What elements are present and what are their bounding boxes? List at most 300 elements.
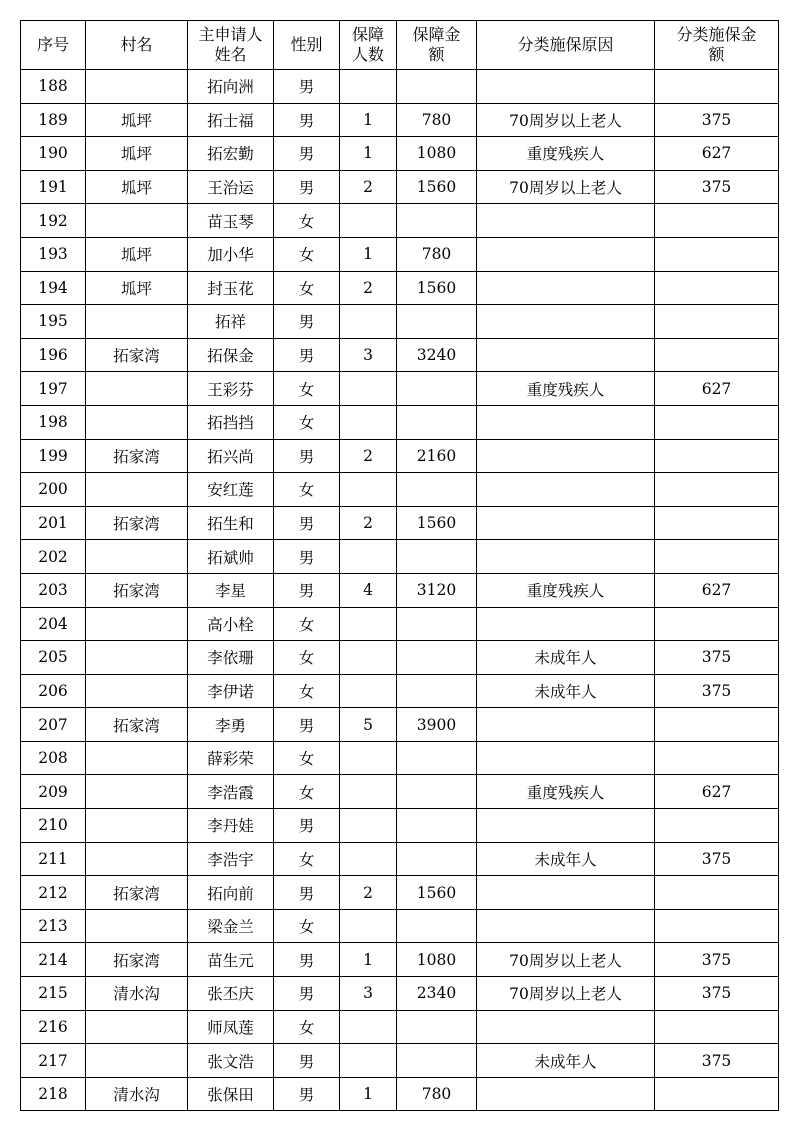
cell-amount: 3240	[397, 338, 477, 372]
cell-class-amount: 627	[655, 573, 779, 607]
cell-amount: 1080	[397, 943, 477, 977]
cell-village	[86, 674, 188, 708]
cell-gender: 女	[274, 271, 340, 305]
table-row	[21, 1044, 779, 1078]
table-row	[21, 708, 779, 742]
cell-gender: 男	[274, 1077, 340, 1111]
cell-village: 拓家湾	[86, 439, 188, 473]
cell-class-amount	[655, 876, 779, 910]
header-amount	[397, 21, 477, 70]
cell-village: 坬坪	[86, 170, 188, 204]
cell-class-amount: 375	[655, 103, 779, 137]
cell-class-amount: 375	[655, 170, 779, 204]
header-class-amount-line1: 分类施保金	[676, 25, 757, 44]
cell-gender: 男	[274, 977, 340, 1011]
cell-reason: 70周岁以上老人	[477, 103, 655, 137]
cell-applicant-name: 拓士福	[188, 103, 274, 137]
cell-count	[340, 405, 397, 439]
cell-count	[340, 809, 397, 843]
cell-gender: 男	[274, 439, 340, 473]
cell-applicant-name: 张保田	[188, 1077, 274, 1111]
cell-gender: 女	[274, 405, 340, 439]
table-row	[21, 506, 779, 540]
cell-amount	[397, 809, 477, 843]
cell-seq: 217	[21, 1044, 86, 1078]
cell-village	[86, 540, 188, 574]
cell-reason: 未成年人	[477, 674, 655, 708]
cell-reason: 未成年人	[477, 641, 655, 675]
cell-gender: 女	[274, 775, 340, 809]
cell-reason: 70周岁以上老人	[477, 170, 655, 204]
cell-gender: 男	[274, 137, 340, 171]
cell-reason	[477, 338, 655, 372]
cell-count: 1	[340, 943, 397, 977]
table-row	[21, 674, 779, 708]
cell-gender: 女	[274, 1010, 340, 1044]
cell-village: 坬坪	[86, 103, 188, 137]
cell-village	[86, 473, 188, 507]
cell-class-amount: 375	[655, 977, 779, 1011]
cell-applicant-name: 师凤莲	[188, 1010, 274, 1044]
cell-class-amount: 627	[655, 775, 779, 809]
header-applicant-line1: 主申请人	[198, 25, 263, 44]
cell-class-amount	[655, 540, 779, 574]
table-row	[21, 204, 779, 238]
cell-gender: 女	[274, 842, 340, 876]
cell-reason	[477, 607, 655, 641]
cell-count	[340, 674, 397, 708]
cell-reason: 70周岁以上老人	[477, 943, 655, 977]
header-reason-label: 分类施保原因	[517, 35, 614, 54]
cell-applicant-name: 李丹娃	[188, 809, 274, 843]
cell-applicant-name: 梁金兰	[188, 909, 274, 943]
cell-count	[340, 70, 397, 104]
cell-reason	[477, 305, 655, 339]
cell-reason	[477, 1010, 655, 1044]
cell-village: 坬坪	[86, 271, 188, 305]
cell-reason	[477, 909, 655, 943]
cell-count	[340, 775, 397, 809]
cell-amount	[397, 842, 477, 876]
cell-village: 拓家湾	[86, 338, 188, 372]
cell-applicant-name: 李依珊	[188, 641, 274, 675]
cell-village: 拓家湾	[86, 708, 188, 742]
cell-gender: 女	[274, 473, 340, 507]
table-row	[21, 405, 779, 439]
cell-village: 坬坪	[86, 137, 188, 171]
cell-village: 清水沟	[86, 977, 188, 1011]
cell-applicant-name: 高小栓	[188, 607, 274, 641]
cell-reason	[477, 405, 655, 439]
cell-applicant-name: 张丕庆	[188, 977, 274, 1011]
cell-village: 拓家湾	[86, 943, 188, 977]
cell-seq: 192	[21, 204, 86, 238]
cell-reason: 未成年人	[477, 842, 655, 876]
table-row	[21, 305, 779, 339]
cell-seq: 205	[21, 641, 86, 675]
cell-amount: 780	[397, 1077, 477, 1111]
cell-applicant-name: 拓祥	[188, 305, 274, 339]
cell-seq: 213	[21, 909, 86, 943]
header-gender-label: 性别	[290, 35, 323, 54]
cell-count	[340, 909, 397, 943]
cell-count: 4	[340, 573, 397, 607]
cell-seq: 206	[21, 674, 86, 708]
cell-village	[86, 1044, 188, 1078]
cell-seq: 190	[21, 137, 86, 171]
cell-village: 清水沟	[86, 1077, 188, 1111]
cell-gender: 男	[274, 305, 340, 339]
cell-class-amount: 375	[655, 842, 779, 876]
cell-amount	[397, 674, 477, 708]
cell-seq: 194	[21, 271, 86, 305]
cell-count: 2	[340, 170, 397, 204]
cell-count: 1	[340, 137, 397, 171]
table-row	[21, 170, 779, 204]
cell-count: 1	[340, 237, 397, 271]
cell-amount: 2340	[397, 977, 477, 1011]
cell-class-amount	[655, 439, 779, 473]
cell-gender: 男	[274, 573, 340, 607]
cell-reason	[477, 708, 655, 742]
table-row	[21, 70, 779, 104]
cell-gender: 女	[274, 641, 340, 675]
cell-amount	[397, 741, 477, 775]
cell-applicant-name: 王治运	[188, 170, 274, 204]
header-applicant-line2: 姓名	[214, 45, 247, 64]
cell-amount	[397, 540, 477, 574]
cell-class-amount	[655, 909, 779, 943]
cell-amount	[397, 372, 477, 406]
header-gender	[274, 21, 340, 70]
cell-class-amount	[655, 473, 779, 507]
cell-gender: 女	[274, 237, 340, 271]
cell-seq: 191	[21, 170, 86, 204]
cell-amount: 1560	[397, 506, 477, 540]
cell-class-amount: 627	[655, 372, 779, 406]
cell-count	[340, 741, 397, 775]
cell-seq: 204	[21, 607, 86, 641]
cell-gender: 男	[274, 70, 340, 104]
cell-village	[86, 607, 188, 641]
cell-village: 坬坪	[86, 237, 188, 271]
cell-seq: 193	[21, 237, 86, 271]
cell-seq: 198	[21, 405, 86, 439]
cell-reason	[477, 271, 655, 305]
cell-seq: 189	[21, 103, 86, 137]
cell-amount	[397, 405, 477, 439]
cell-village: 拓家湾	[86, 876, 188, 910]
cell-count: 2	[340, 439, 397, 473]
cell-applicant-name: 拓保金	[188, 338, 274, 372]
cell-amount: 780	[397, 103, 477, 137]
cell-seq: 199	[21, 439, 86, 473]
cell-village	[86, 305, 188, 339]
table-row	[21, 641, 779, 675]
cell-reason: 重度残疾人	[477, 372, 655, 406]
table-row	[21, 943, 779, 977]
cell-amount: 1560	[397, 271, 477, 305]
cell-count: 2	[340, 506, 397, 540]
cell-seq: 211	[21, 842, 86, 876]
cell-reason	[477, 439, 655, 473]
cell-class-amount	[655, 741, 779, 775]
cell-count	[340, 641, 397, 675]
cell-count	[340, 473, 397, 507]
cell-class-amount	[655, 506, 779, 540]
cell-reason	[477, 1077, 655, 1111]
cell-class-amount	[655, 70, 779, 104]
cell-applicant-name: 张文浩	[188, 1044, 274, 1078]
cell-class-amount	[655, 237, 779, 271]
cell-village	[86, 405, 188, 439]
cell-count	[340, 372, 397, 406]
header-amount-line1: 保障金	[412, 25, 461, 44]
cell-gender: 男	[274, 943, 340, 977]
cell-seq: 208	[21, 741, 86, 775]
cell-amount	[397, 1010, 477, 1044]
cell-class-amount: 627	[655, 137, 779, 171]
cell-applicant-name: 封玉花	[188, 271, 274, 305]
cell-count	[340, 1010, 397, 1044]
cell-amount: 1080	[397, 137, 477, 171]
table-row	[21, 137, 779, 171]
cell-reason	[477, 204, 655, 238]
cell-village	[86, 741, 188, 775]
cell-gender: 女	[274, 909, 340, 943]
table-row	[21, 1010, 779, 1044]
cell-village	[86, 809, 188, 843]
cell-seq: 197	[21, 372, 86, 406]
cell-amount	[397, 775, 477, 809]
header-reason	[477, 21, 655, 70]
cell-reason	[477, 473, 655, 507]
cell-village	[86, 204, 188, 238]
table-row	[21, 271, 779, 305]
header-applicant	[188, 21, 274, 70]
cell-amount: 780	[397, 237, 477, 271]
table-row	[21, 372, 779, 406]
table-body	[21, 70, 779, 1111]
cell-seq: 201	[21, 506, 86, 540]
cell-class-amount	[655, 305, 779, 339]
cell-class-amount	[655, 338, 779, 372]
cell-reason: 70周岁以上老人	[477, 977, 655, 1011]
cell-seq: 210	[21, 809, 86, 843]
table-row	[21, 775, 779, 809]
table-row	[21, 473, 779, 507]
table-row	[21, 977, 779, 1011]
cell-village	[86, 641, 188, 675]
table-row	[21, 607, 779, 641]
cell-applicant-name: 李伊诺	[188, 674, 274, 708]
table-row	[21, 338, 779, 372]
cell-applicant-name: 薛彩荣	[188, 741, 274, 775]
cell-count	[340, 305, 397, 339]
cell-count	[340, 842, 397, 876]
cell-reason	[477, 506, 655, 540]
cell-gender: 男	[274, 1044, 340, 1078]
cell-gender: 女	[274, 741, 340, 775]
cell-count: 2	[340, 876, 397, 910]
cell-class-amount	[655, 204, 779, 238]
cell-amount	[397, 1044, 477, 1078]
table-row	[21, 741, 779, 775]
cell-class-amount	[655, 607, 779, 641]
cell-applicant-name: 李浩霞	[188, 775, 274, 809]
cell-gender: 女	[274, 607, 340, 641]
header-amount-line2: 额	[428, 45, 445, 64]
cell-seq: 214	[21, 943, 86, 977]
cell-reason	[477, 876, 655, 910]
table-row	[21, 540, 779, 574]
cell-reason	[477, 741, 655, 775]
table-row	[21, 237, 779, 271]
cell-gender: 男	[274, 103, 340, 137]
cell-seq: 209	[21, 775, 86, 809]
cell-applicant-name: 李星	[188, 573, 274, 607]
table-row	[21, 842, 779, 876]
cell-class-amount	[655, 809, 779, 843]
header-count-line1: 保障	[351, 25, 384, 44]
cell-seq: 216	[21, 1010, 86, 1044]
cell-seq: 218	[21, 1077, 86, 1111]
header-count	[340, 21, 397, 70]
cell-applicant-name: 王彩芬	[188, 372, 274, 406]
header-class-amount-line2: 额	[708, 45, 725, 64]
header-seq	[21, 21, 86, 70]
cell-seq: 212	[21, 876, 86, 910]
cell-village: 拓家湾	[86, 573, 188, 607]
cell-amount: 1560	[397, 170, 477, 204]
cell-gender: 男	[274, 506, 340, 540]
cell-seq: 196	[21, 338, 86, 372]
cell-gender: 男	[274, 170, 340, 204]
cell-count: 3	[340, 977, 397, 1011]
cell-gender: 男	[274, 809, 340, 843]
cell-seq: 207	[21, 708, 86, 742]
cell-applicant-name: 拓挡挡	[188, 405, 274, 439]
cell-class-amount	[655, 1010, 779, 1044]
cell-amount: 3900	[397, 708, 477, 742]
allowance-roster-table	[20, 20, 779, 1111]
cell-class-amount	[655, 1077, 779, 1111]
table-row	[21, 573, 779, 607]
cell-gender: 男	[274, 338, 340, 372]
cell-amount	[397, 70, 477, 104]
cell-applicant-name: 拓生和	[188, 506, 274, 540]
cell-count	[340, 540, 397, 574]
cell-class-amount: 375	[655, 641, 779, 675]
cell-village	[86, 372, 188, 406]
cell-count: 5	[340, 708, 397, 742]
cell-amount: 3120	[397, 573, 477, 607]
cell-amount	[397, 607, 477, 641]
cell-amount: 1560	[397, 876, 477, 910]
cell-seq: 188	[21, 70, 86, 104]
cell-reason: 重度残疾人	[477, 775, 655, 809]
header-village	[86, 21, 188, 70]
cell-count: 3	[340, 338, 397, 372]
cell-applicant-name: 李浩宇	[188, 842, 274, 876]
cell-reason	[477, 540, 655, 574]
cell-gender: 男	[274, 540, 340, 574]
cell-count	[340, 204, 397, 238]
cell-village	[86, 775, 188, 809]
cell-class-amount: 375	[655, 1044, 779, 1078]
cell-seq: 215	[21, 977, 86, 1011]
cell-applicant-name: 加小华	[188, 237, 274, 271]
cell-village	[86, 70, 188, 104]
cell-count	[340, 607, 397, 641]
cell-applicant-name: 李勇	[188, 708, 274, 742]
cell-applicant-name: 拓向洲	[188, 70, 274, 104]
cell-count: 2	[340, 271, 397, 305]
table-row	[21, 876, 779, 910]
cell-applicant-name: 安红莲	[188, 473, 274, 507]
cell-count: 1	[340, 1077, 397, 1111]
cell-village	[86, 1010, 188, 1044]
cell-seq: 195	[21, 305, 86, 339]
cell-gender: 男	[274, 708, 340, 742]
cell-amount	[397, 204, 477, 238]
header-row	[21, 21, 779, 70]
cell-applicant-name: 拓向前	[188, 876, 274, 910]
cell-applicant-name: 苗生元	[188, 943, 274, 977]
table-row	[21, 439, 779, 473]
cell-reason	[477, 809, 655, 843]
header-village-label: 村名	[120, 35, 153, 54]
cell-class-amount: 375	[655, 943, 779, 977]
cell-reason: 重度残疾人	[477, 137, 655, 171]
cell-seq: 202	[21, 540, 86, 574]
table-row	[21, 1077, 779, 1111]
table-row	[21, 909, 779, 943]
cell-applicant-name: 拓宏勤	[188, 137, 274, 171]
cell-amount: 2160	[397, 439, 477, 473]
cell-amount	[397, 305, 477, 339]
cell-class-amount: 375	[655, 674, 779, 708]
header-count-line2: 人数	[351, 45, 384, 64]
cell-applicant-name: 拓斌帅	[188, 540, 274, 574]
cell-gender: 女	[274, 372, 340, 406]
header-seq-label: 序号	[36, 35, 69, 54]
cell-applicant-name: 苗玉琴	[188, 204, 274, 238]
cell-amount	[397, 909, 477, 943]
table-row	[21, 809, 779, 843]
cell-reason: 未成年人	[477, 1044, 655, 1078]
cell-village	[86, 909, 188, 943]
cell-seq: 203	[21, 573, 86, 607]
cell-village	[86, 842, 188, 876]
cell-village: 拓家湾	[86, 506, 188, 540]
cell-reason: 重度残疾人	[477, 573, 655, 607]
cell-reason	[477, 70, 655, 104]
cell-count: 1	[340, 103, 397, 137]
cell-gender: 男	[274, 876, 340, 910]
cell-reason	[477, 237, 655, 271]
cell-amount	[397, 473, 477, 507]
cell-amount	[397, 641, 477, 675]
cell-class-amount	[655, 405, 779, 439]
cell-class-amount	[655, 708, 779, 742]
header-class-amount	[655, 21, 779, 70]
cell-count	[340, 1044, 397, 1078]
cell-class-amount	[655, 271, 779, 305]
cell-gender: 女	[274, 204, 340, 238]
cell-seq: 200	[21, 473, 86, 507]
cell-applicant-name: 拓兴尚	[188, 439, 274, 473]
